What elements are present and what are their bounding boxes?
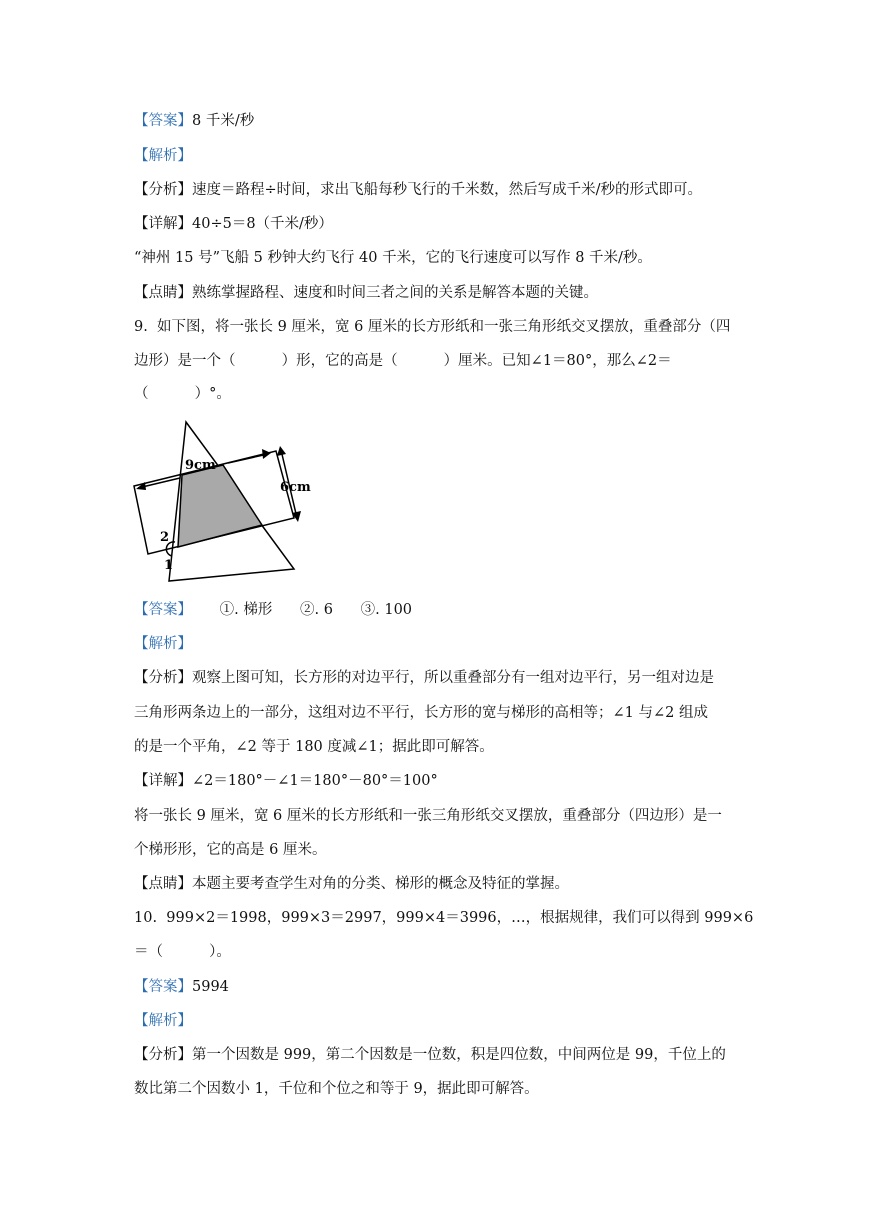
- q9-xiangjie: [134, 771, 438, 791]
- answer-text: 8 千米/秒: [192, 113, 255, 129]
- xiangjie-tag: 【详解】: [134, 216, 192, 232]
- q9-figure: [128, 418, 311, 584]
- q10-question-line-2: ＝（ ）。: [134, 944, 231, 960]
- q9-question-line-3: （ ）°。: [134, 386, 231, 402]
- q10-question-line-1: 10. 999×2＝1998，999×3＝2997，999×4＝3996，…，根据规律，我们可以得到 999×6: [134, 910, 754, 926]
- dianjing-text: 熟练掌握路程、速度和时间三者之间的关系是解答本题的关键。: [192, 285, 598, 301]
- label-9cm: 9cm: [185, 458, 216, 473]
- fenxi-tag: 【分析】: [134, 182, 192, 198]
- answer-text: 5994: [192, 979, 229, 995]
- arrowhead-right: [262, 449, 271, 459]
- label-angle-2: 2: [160, 530, 170, 545]
- answer-tag: 【答案】: [134, 979, 192, 995]
- analysis-tag: 【解析】: [134, 1013, 192, 1029]
- q9-analysis: [134, 634, 192, 654]
- q10-fenxi-line-2: 数比第二个因数小 1，千位和个位之和等于 9，据此即可解答。: [134, 1081, 539, 1097]
- q9-question-line-2: 边形）是一个（ ）形，它的高是（ ）厘米。已知∠1＝80°，那么∠2＝: [134, 353, 672, 369]
- fenxi-text: 第一个因数是 999，第二个因数是一位数，积是四位数，中间两位是 99，千位上的: [192, 1047, 726, 1063]
- answer-tag: 【答案】: [134, 602, 192, 618]
- q9-question-line-1: 9. 如下图，将一张长 9 厘米，宽 6 厘米的长方形纸和一张三角形纸交叉摆放，重叠部分（四: [134, 319, 731, 335]
- q8-answer: [134, 111, 254, 131]
- length-arrow-right: [228, 454, 268, 463]
- q8-explain: “神州 15 号”飞船 5 秒钟大约飞行 40 千米，它的飞行速度可以写作 8 千米/秒。: [134, 250, 652, 266]
- fenxi-tag: 【分析】: [134, 670, 192, 686]
- dianjing-text: 本题主要考查学生对角的分类、梯形的概念及特征的掌握。: [192, 876, 569, 892]
- dianjing-tag: 【点睛】: [134, 876, 192, 892]
- q10-answer: [134, 977, 229, 997]
- fenxi-text: 速度＝路程÷时间，求出飞船每秒飞行的千米数，然后写成千米/秒的形式即可。: [192, 182, 703, 198]
- label-angle-1: 1: [164, 558, 174, 573]
- q10-fenxi-line-1: [134, 1045, 726, 1065]
- analysis-tag: 【解析】: [134, 148, 192, 164]
- q9-fenxi-line-1: [134, 668, 714, 688]
- q9-fenxi-line-2: 三角形两条边上的一部分，这组对边不平行，长方形的宽与梯形的高相等；∠1 与∠2 组成: [134, 705, 708, 721]
- dianjing-tag: 【点睛】: [134, 285, 192, 301]
- xiangjie-text: ∠2＝180°－∠1＝180°－80°＝100°: [192, 773, 438, 789]
- xiangjie-tag: 【详解】: [134, 773, 192, 789]
- fenxi-text: 观察上图可知，长方形的对边平行，所以重叠部分有一组对边平行，另一组对边是: [192, 670, 714, 686]
- q8-xiangjie: [134, 214, 333, 234]
- q9-explain-line-1: 将一张长 9 厘米，宽 6 厘米的长方形纸和一张三角形纸交叉摆放，重叠部分（四边形）是一: [134, 808, 722, 824]
- answer-text: ①. 梯形 ②. 6 ③. 100: [192, 602, 413, 618]
- q8-analysis: [134, 146, 192, 166]
- analysis-tag: 【解析】: [134, 636, 192, 652]
- arrowhead-top: [277, 446, 286, 456]
- q10-analysis: [134, 1011, 192, 1031]
- q9-explain-line-2: 个梯形形，它的高是 6 厘米。: [134, 842, 327, 858]
- xiangjie-text: 40÷5＝8（千米/秒）: [192, 216, 333, 232]
- label-6cm: 6cm: [280, 480, 311, 495]
- q8-fenxi: [134, 180, 702, 200]
- rectangle-triangle-diagram: [128, 418, 311, 584]
- q9-answer: [134, 600, 412, 620]
- q9-fenxi-line-3: 的是一个平角，∠2 等于 180 度减∠1；据此即可解答。: [134, 739, 494, 755]
- arrowhead-left: [136, 482, 146, 490]
- answer-tag: 【答案】: [134, 113, 192, 129]
- q8-dianjing: [134, 283, 598, 303]
- q9-dianjing: [134, 874, 569, 894]
- overlap-trapezoid: [178, 465, 262, 547]
- fenxi-tag: 【分析】: [134, 1047, 192, 1063]
